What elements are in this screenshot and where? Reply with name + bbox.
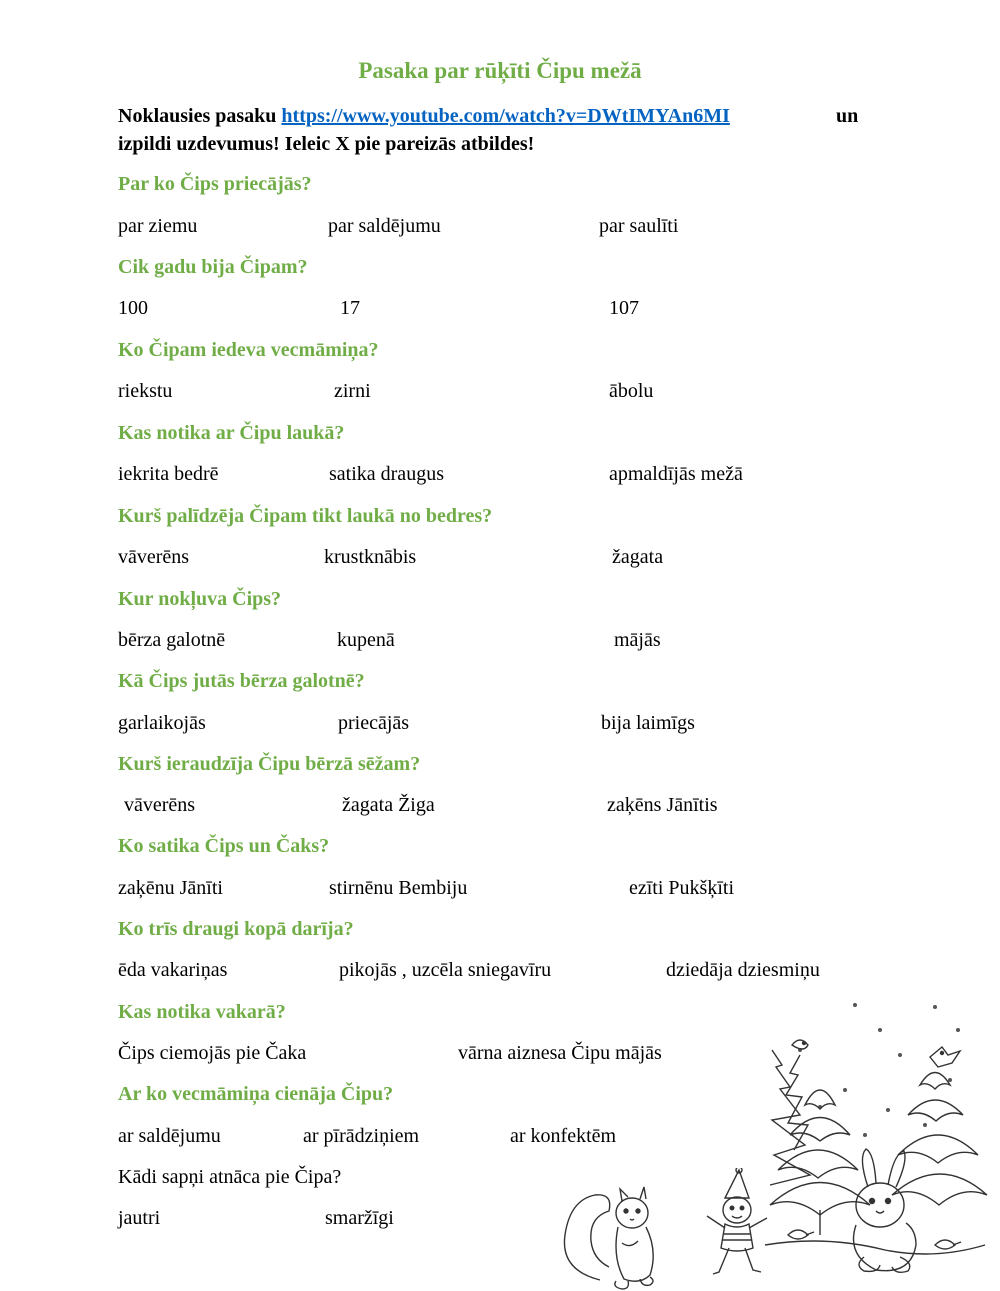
option-9c[interactable]: ezīti Pukšķīti xyxy=(629,877,734,899)
option-6b[interactable]: kupenā xyxy=(337,629,395,651)
option-7a[interactable]: garlaikojās xyxy=(118,712,206,734)
intro-lead: Noklausies pasaku xyxy=(118,105,282,127)
question-11: Kas notika vakarā? xyxy=(118,1001,286,1023)
option-5a[interactable]: vāverēns xyxy=(118,546,190,568)
question-5: Kurš palīdzēja Čipam tikt laukā no bedres? xyxy=(118,505,493,527)
squirrel-drawing xyxy=(560,1185,670,1291)
intro-line2: izpildi uzdevumus! Ieleic X pie pareizās atbildes! xyxy=(118,133,535,155)
question-10: Ko trīs draugi kopā darīja? xyxy=(118,918,354,940)
option-9b[interactable]: stirnēnu Bembiju xyxy=(329,877,468,899)
option-7b[interactable]: priecājās xyxy=(338,712,410,734)
option-1b[interactable]: par saldējumu xyxy=(328,215,441,237)
option-4b[interactable]: satika draugus xyxy=(329,463,444,485)
youtube-link[interactable]: https://www.youtube.com/watch?v=DWtIMYAn6MI xyxy=(281,105,730,127)
option-9a[interactable]: zaķēnu Jānīti xyxy=(118,877,223,899)
option-8a[interactable]: vāverēns xyxy=(124,794,196,816)
option-8b[interactable]: žagata Žiga xyxy=(342,794,435,816)
question-2: Cik gadu bija Čipam? xyxy=(118,256,308,278)
option-10b[interactable]: pikojās , uzcēla sniegavīru xyxy=(339,959,552,981)
option-13a[interactable]: jautri xyxy=(118,1207,161,1229)
intro-text xyxy=(118,102,878,158)
winter-forest-rabbit-drawing xyxy=(760,995,990,1285)
option-6a[interactable]: bērza galotnē xyxy=(118,629,226,651)
gnome-drawing xyxy=(695,1168,775,1288)
question-9: Ko satika Čips un Čaks? xyxy=(118,835,330,857)
option-13b[interactable]: smaržīgi xyxy=(325,1207,394,1229)
option-11a[interactable]: Čips ciemojās pie Čaka xyxy=(118,1042,307,1064)
question-3: Ko Čipam iedeva vecmāmiņa? xyxy=(118,339,379,361)
page-title: Pasaka par rūķīti Čipu mežā xyxy=(358,58,642,83)
option-11b[interactable]: vārna aiznesa Čipu mājās xyxy=(458,1042,662,1064)
option-6c[interactable]: mājās xyxy=(614,629,661,651)
question-12: Ar ko vecmāmiņa cienāja Čipu? xyxy=(118,1083,394,1105)
option-2a[interactable]: 100 xyxy=(118,297,148,319)
option-5c[interactable]: žagata xyxy=(612,546,664,568)
option-3b[interactable]: zirni xyxy=(334,380,371,402)
intro-after: un xyxy=(836,105,859,127)
question-8: Kurš ieraudzīja Čipu bērzā sēžam? xyxy=(118,753,421,775)
option-1c[interactable]: par saulīti xyxy=(599,215,679,237)
question-7: Kā Čips jutās bērza galotnē? xyxy=(118,670,365,692)
option-8c[interactable]: zaķēns Jānītis xyxy=(607,794,718,816)
question-6: Kur nokļuva Čips? xyxy=(118,588,282,610)
option-10a[interactable]: ēda vakariņas xyxy=(118,959,228,981)
question-1: Par ko Čips priecājās? xyxy=(118,173,312,195)
option-12a[interactable]: ar saldējumu xyxy=(118,1125,221,1147)
question-13: Kādi sapņi atnāca pie Čipa? xyxy=(118,1166,342,1188)
option-10c[interactable]: dziedāja dziesmiņu xyxy=(666,959,820,981)
question-4: Kas notika ar Čipu laukā? xyxy=(118,422,345,444)
option-7c[interactable]: bija laimīgs xyxy=(601,712,695,734)
option-5b[interactable]: krustknābis xyxy=(324,546,417,568)
option-12c[interactable]: ar konfektēm xyxy=(510,1125,617,1147)
option-4a[interactable]: iekrita bedrē xyxy=(118,463,219,485)
option-3c[interactable]: ābolu xyxy=(609,380,654,402)
option-1a[interactable]: par ziemu xyxy=(118,215,198,237)
option-12b[interactable]: ar pīrādziņiem xyxy=(303,1125,420,1147)
option-4c[interactable]: apmaldījās mežā xyxy=(609,463,743,485)
option-2b[interactable]: 17 xyxy=(340,297,360,319)
option-3a[interactable]: riekstu xyxy=(118,380,173,402)
option-2c[interactable]: 107 xyxy=(609,297,639,319)
